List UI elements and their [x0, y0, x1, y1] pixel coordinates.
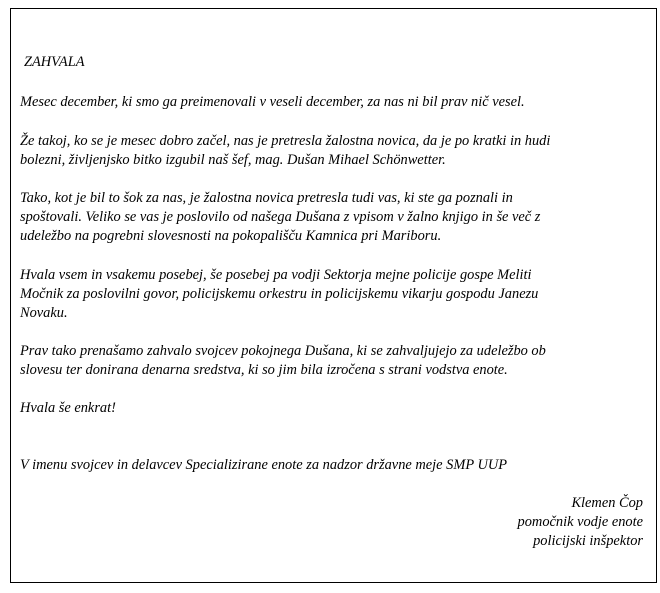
paragraph-5-line-1: Prav tako prenašamo zahvalo svojcev pokojnega Dušana, ki se zahvaljujejo za udeležbo ob: [20, 343, 546, 359]
paragraph-4-line-1: Hvala vsem in vsakemu posebej, še posebej pa vodji Sektorja mejne policije gospe Meliti: [20, 267, 532, 283]
paragraph-3-line-3: udeležbo na pogrebni slovesnosti na pokopališču Kamnica pri Mariboru.: [20, 228, 442, 244]
paragraph-6-line-1: Hvala še enkrat!: [20, 400, 116, 416]
paragraph-3-line-2: spoštovali. Veliko se vas je poslovilo od našega Dušana z vpisom v žalno knjigo in še več z: [20, 209, 541, 225]
letter-frame: [10, 8, 657, 583]
signature-role: pomočnik vodje enote: [517, 514, 643, 530]
letter-title: ZAHVALA: [24, 54, 85, 70]
signature-name: Klemen Čop: [571, 495, 643, 511]
paragraph-2-line-1: Že takoj, ko se je mesec dobro začel, nas je pretresla žalostna novica, da je po kratki in hudi: [20, 133, 551, 149]
signature-rank: policijski inšpektor: [533, 533, 643, 549]
paragraph-1-line-1: Mesec december, ki smo ga preimenovali v veseli december, za nas ni bil prav nič vesel.: [20, 94, 525, 110]
paragraph-7-line-1: V imenu svojcev in delavcev Specializirane enote za nadzor državne meje SMP UUP: [20, 457, 508, 473]
paragraph-4-line-2: Močnik za poslovilni govor, policijskemu orkestru in policijskemu vikarju gospodu Janezu: [20, 286, 539, 302]
paragraph-2-line-2: bolezni, življenjsko bitko izgubil naš šef, mag. Dušan Mihael Schönwetter.: [20, 152, 446, 168]
paragraph-5-line-2: slovesu ter donirana denarna sredstva, ki so jim bila izročena s strani vodstva enote.: [20, 362, 508, 378]
paragraph-4-line-3: Novaku.: [20, 305, 68, 321]
paragraph-3-line-1: Tako, kot je bil to šok za nas, je žalostna novica pretresla tudi vas, ki ste ga poznali in: [20, 190, 513, 206]
